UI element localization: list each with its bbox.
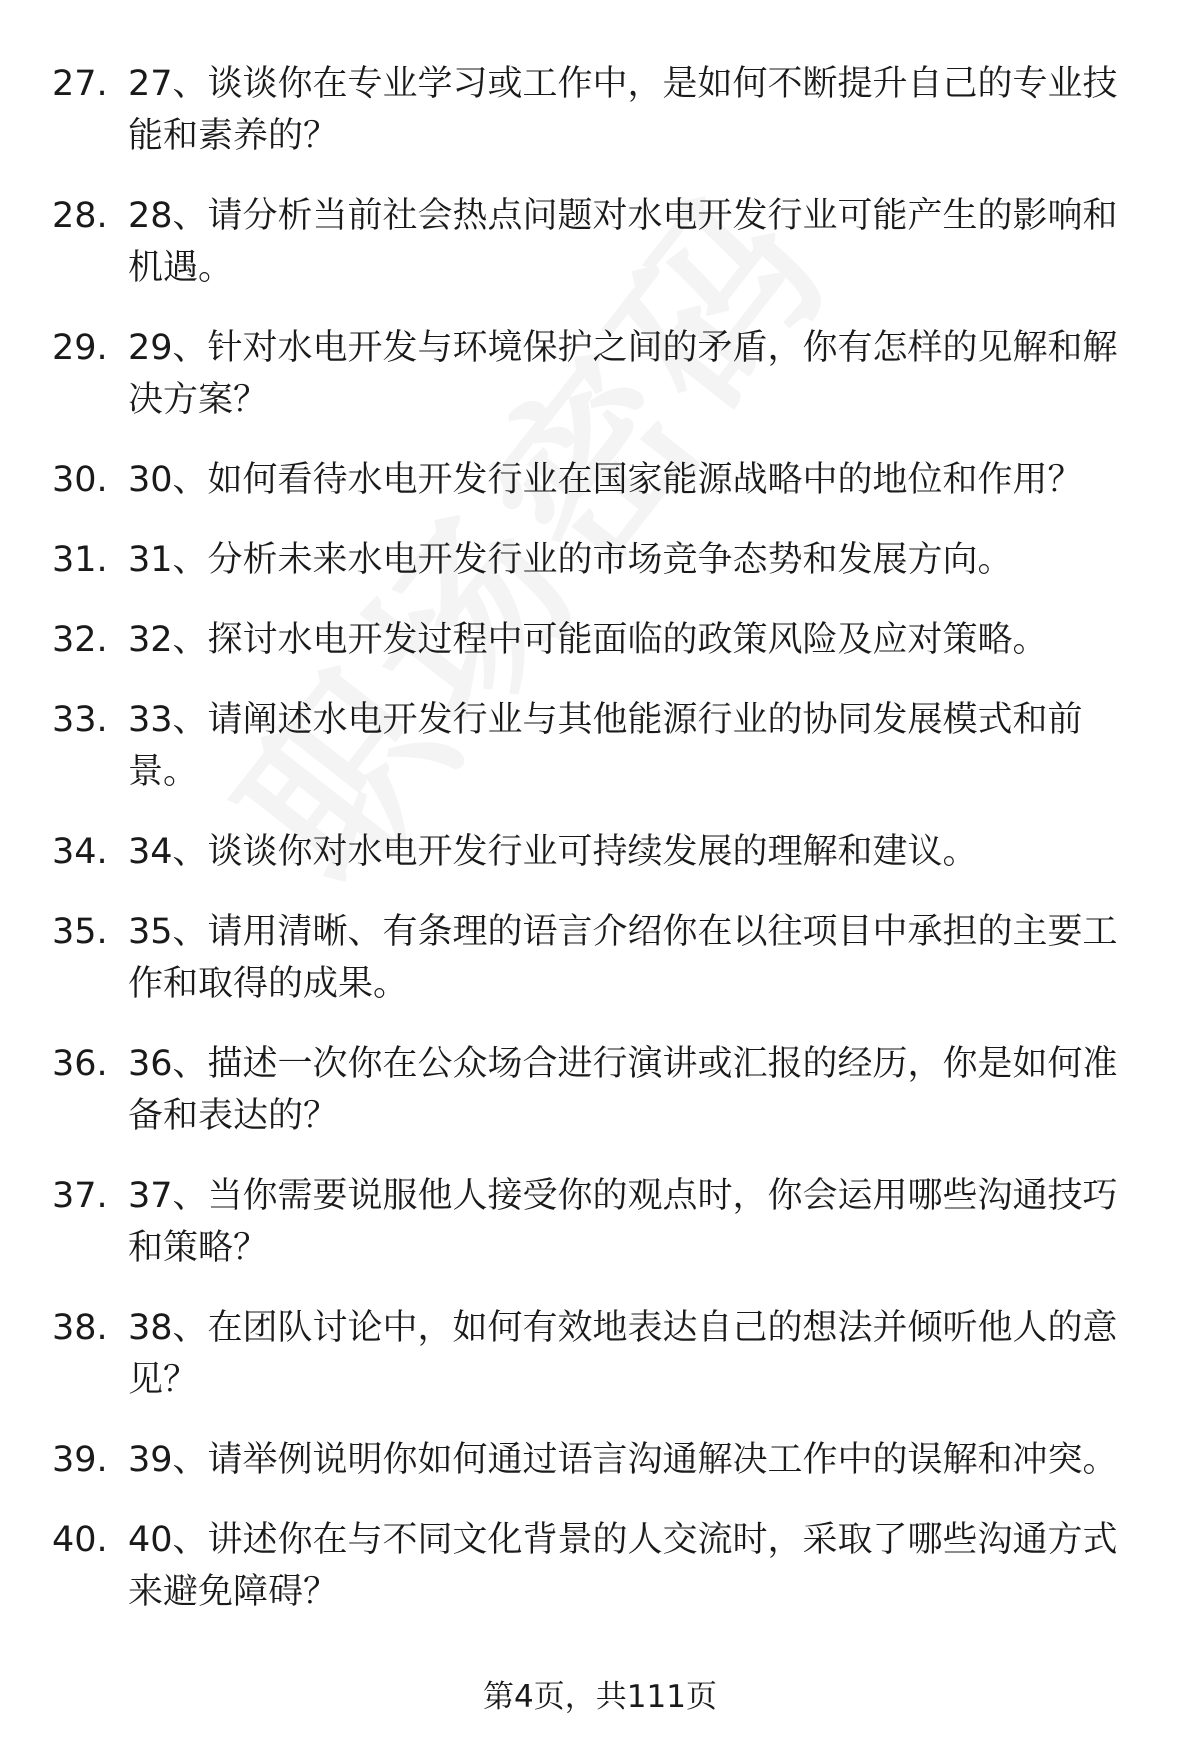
item-number: 29. bbox=[52, 328, 108, 368]
item-number: 36. bbox=[52, 1044, 108, 1084]
list-item bbox=[52, 1302, 1152, 1406]
list-item bbox=[52, 1038, 1152, 1142]
item-text: 39、请举例说明你如何通过语言沟通解决工作中的误解和冲突。 bbox=[128, 1440, 1118, 1480]
item-number: 38. bbox=[52, 1308, 108, 1348]
item-text: 38、在团队讨论中，如何有效地表达自己的想法并倾听他人的意见？ bbox=[128, 1308, 1118, 1400]
item-number: 40. bbox=[52, 1520, 108, 1560]
list-item bbox=[52, 58, 1152, 162]
item-text: 28、请分析当前社会热点问题对水电开发行业可能产生的影响和机遇。 bbox=[128, 196, 1118, 288]
list-item bbox=[52, 190, 1152, 294]
item-number: 33. bbox=[52, 700, 108, 740]
item-number: 37. bbox=[52, 1176, 108, 1216]
list-item bbox=[52, 1170, 1152, 1274]
item-number: 39. bbox=[52, 1440, 108, 1480]
item-text: 27、谈谈你在专业学习或工作中，是如何不断提升自己的专业技能和素养的？ bbox=[128, 64, 1118, 156]
list-item bbox=[52, 322, 1152, 426]
list-item bbox=[52, 1514, 1152, 1618]
list-item bbox=[52, 534, 1152, 586]
list-item bbox=[52, 694, 1152, 798]
item-text: 31、分析未来水电开发行业的市场竞争态势和发展方向。 bbox=[128, 540, 1013, 580]
item-number: 28. bbox=[52, 196, 108, 236]
item-text: 29、针对水电开发与环境保护之间的矛盾，你有怎样的见解和解决方案？ bbox=[128, 328, 1118, 420]
item-number: 31. bbox=[52, 540, 108, 580]
item-text: 37、当你需要说服他人接受你的观点时，你会运用哪些沟通技巧和策略？ bbox=[128, 1176, 1118, 1268]
question-list bbox=[52, 58, 1152, 1646]
item-number: 35. bbox=[52, 912, 108, 952]
item-number: 34. bbox=[52, 832, 108, 872]
item-text: 30、如何看待水电开发行业在国家能源战略中的地位和作用？ bbox=[128, 460, 1083, 500]
item-text: 36、描述一次你在公众场合进行演讲或汇报的经历，你是如何准备和表达的？ bbox=[128, 1044, 1118, 1136]
item-text: 34、谈谈你对水电开发行业可持续发展的理解和建议。 bbox=[128, 832, 978, 872]
item-text: 35、请用清晰、有条理的语言介绍你在以往项目中承担的主要工作和取得的成果。 bbox=[128, 912, 1118, 1004]
item-number: 32. bbox=[52, 620, 108, 660]
list-item bbox=[52, 614, 1152, 666]
item-text: 40、讲述你在与不同文化背景的人交流时，采取了哪些沟通方式来避免障碍？ bbox=[128, 1520, 1118, 1612]
list-item bbox=[52, 1434, 1152, 1486]
list-item bbox=[52, 906, 1152, 1010]
item-text: 32、探讨水电开发过程中可能面临的政策风险及应对策略。 bbox=[128, 620, 1048, 660]
item-text: 33、请阐述水电开发行业与其他能源行业的协同发展模式和前景。 bbox=[128, 700, 1083, 792]
item-number: 30. bbox=[52, 460, 108, 500]
page-footer: 第4页，共111页 bbox=[483, 1679, 717, 1715]
item-number: 27. bbox=[52, 64, 108, 104]
list-item bbox=[52, 454, 1152, 506]
list-item bbox=[52, 826, 1152, 878]
